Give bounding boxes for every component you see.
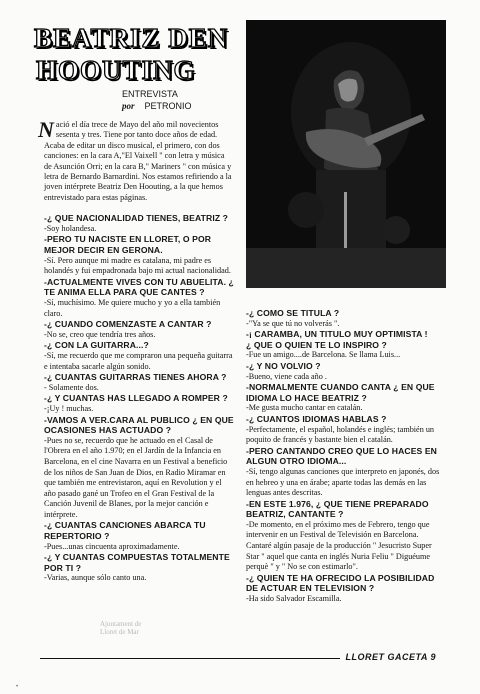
answer: -¡Uy ! muchas. xyxy=(44,403,94,413)
question: -¿ CUANTOS IDIOMAS HABLAS ? xyxy=(246,413,387,424)
answer: -Varias, aunque sólo canto una. xyxy=(44,573,147,583)
answer: -Sí, muchísimo. Me quiere mucho y yo a ella también claro. xyxy=(44,298,221,318)
question: -PERO TU NACISTE EN LLORET, O POR MEJOR DECIR EN GERONA. xyxy=(44,234,212,256)
right-column xyxy=(246,308,446,605)
answer: -De momento, en el próximo mes de Febrero, tengo que intervenir en un Festival de Televisión en Barcelona. Cantaré algún pasaje de la producción " Jesucristo Super Star " aquel que canta en inglés Nuria Feliu " Diguéume perquè " y " No se con estimarlo". xyxy=(246,519,432,572)
performer-photo xyxy=(246,20,446,288)
intro-text: ació el día trece de Mayo del año mil novecientos sesenta y tres. Tiene por tanto doce años de edad. Acaba de editar un disco musical, el primero, con dos canciones: en la cara A,"El Vaixell " con letra y música de Asunción Orri; en la cara B," Mariners " con música y letra de Bernardo Barnardini. Nos estamos refiriendo a la joven intérprete Beatriz Den Hoouting, a la que hemos entrevistado para estas páginas. xyxy=(44,120,232,202)
answer: -Me gusta mucho cantar en catalán. xyxy=(246,403,363,413)
answer: -Soy holandesa. xyxy=(44,223,97,233)
page-footer: LLORET GACETA 9 xyxy=(340,652,437,662)
article-title xyxy=(34,22,228,86)
page-mark: • xyxy=(16,684,19,690)
stamp-line-1: Ajuntament de xyxy=(100,620,142,628)
question: -PERO CANTANDO CREO QUE LO HACES EN ALGUN OTRO IDIOMA... xyxy=(246,445,437,467)
singer-with-guitar-image xyxy=(246,20,446,288)
answer: -No se, creo que tendría tres años. xyxy=(44,329,156,339)
question: -¿ CUANTAS GUITARRAS TIENES AHORA ? xyxy=(44,372,227,383)
question: -¿ COMO SE TITULA ? xyxy=(246,308,340,318)
question: -¿ Y CUANTAS HAS LLEGADO A ROMPER ? xyxy=(44,393,228,404)
question: -ACTUALMENTE VIVES CON TU ABUELITA. ¿ TE ANIMA ELLA PARA QUE CANTES ? xyxy=(44,276,234,298)
title-line-2: HOOUTING xyxy=(36,55,196,85)
drop-cap: N xyxy=(38,117,54,142)
answer: -Sí, tengo algunas canciones que interpreto en japonés, dos en hebreo y una en árabe; aparte todas las demás en las lenguas antes descritas. xyxy=(246,466,440,498)
question: -EN ESTE 1.976, ¿ QUE TIENE PREPARADO BEATRIZ, CANTANTE ? xyxy=(246,498,429,520)
question: -NORMALMENTE CUANDO CANTA ¿ EN QUE IDIOMA LO HACE BEATRIZ ? xyxy=(246,382,435,403)
answer: -Fue un amigo....de Barcelona. Se llama Luis... xyxy=(246,350,401,360)
question: -¿ Y NO VOLVIO ? xyxy=(246,360,321,371)
question: -¿ CON LA GUITARRA...? xyxy=(44,340,149,351)
archive-stamp xyxy=(100,620,141,636)
answer: -Perfectamente, el español, holandés e inglés; también un poquito de francés y bastante bien el catalán. xyxy=(246,424,435,445)
answer: -"Ya se que tú no volverás ". xyxy=(246,318,340,328)
byline-author: PETRONIO xyxy=(144,101,192,111)
answer: -Sí. Pero aunque mi madre es catalana, mi padre es holandés y fui empadronada bajo mi actual nacionalidad. xyxy=(44,255,231,276)
left-column xyxy=(38,117,234,584)
intro-paragraph xyxy=(38,117,234,203)
question: ¿ QUE O QUIEN TE LO INSPIRO ? xyxy=(246,339,387,350)
question: -¿ QUIEN TE HA OFRECIDO LA POSIBILIDAD DE ACTUAR EN TELEVISION ? xyxy=(246,572,435,594)
question: -¿ CUANTAS CANCIONES ABARCA TU REPERTORIO ? xyxy=(44,520,206,542)
answer: -Sí, me recuerdo que me compraron una pequeña guitarra e intentaba sacarle algún sonido. xyxy=(44,350,233,371)
stamp-line-2: Lloret de Mar xyxy=(100,628,139,636)
byline xyxy=(122,88,192,112)
question: -VAMOS A VER.CARA AL PUBLICO ¿ EN QUE OCASIONES HAS ACTUADO ? xyxy=(44,414,234,436)
question: -¡ CARAMBA, UN TITULO MUY OPTIMISTA ! xyxy=(246,329,428,340)
question: -¿ QUE NACIONALIDAD TIENES, BEATRIZ ? xyxy=(44,213,229,224)
title-line-1: BEATRIZ DEN xyxy=(34,23,229,53)
answer: -Ha sido Salvador Escamilla. xyxy=(246,594,342,604)
answer: -Pues no se, recuerdo que he actuado en el Casal de l'Obrera en el año 1.970; en el Jardín de la Infancia en Barcelona, en el cine Navarra en un Festival a beneficio de los niños de San Juan de Dios, en Radio Miramar en que también me entrevistaron, aquí en Revolution y el año pasado gané un Trofeo en el Gran Festival de la Canción Juvenil de Blanes, por la mejor canción e intérprete. xyxy=(44,435,228,519)
answer: -Bueno, viene cada año . xyxy=(246,371,327,381)
answer: -Pues...unas cincuenta aproximadamente. xyxy=(44,541,180,551)
question: -¿ Y CUANTAS COMPUESTAS TOTALMENTE POR TI ? xyxy=(44,552,230,573)
answer: - Solamente dos. xyxy=(44,382,99,392)
byline-label: ENTREVISTA xyxy=(122,89,178,99)
question: -¿ CUANDO COMENZASTE A CANTAR ? xyxy=(44,319,212,330)
byline-por: por xyxy=(122,101,135,111)
